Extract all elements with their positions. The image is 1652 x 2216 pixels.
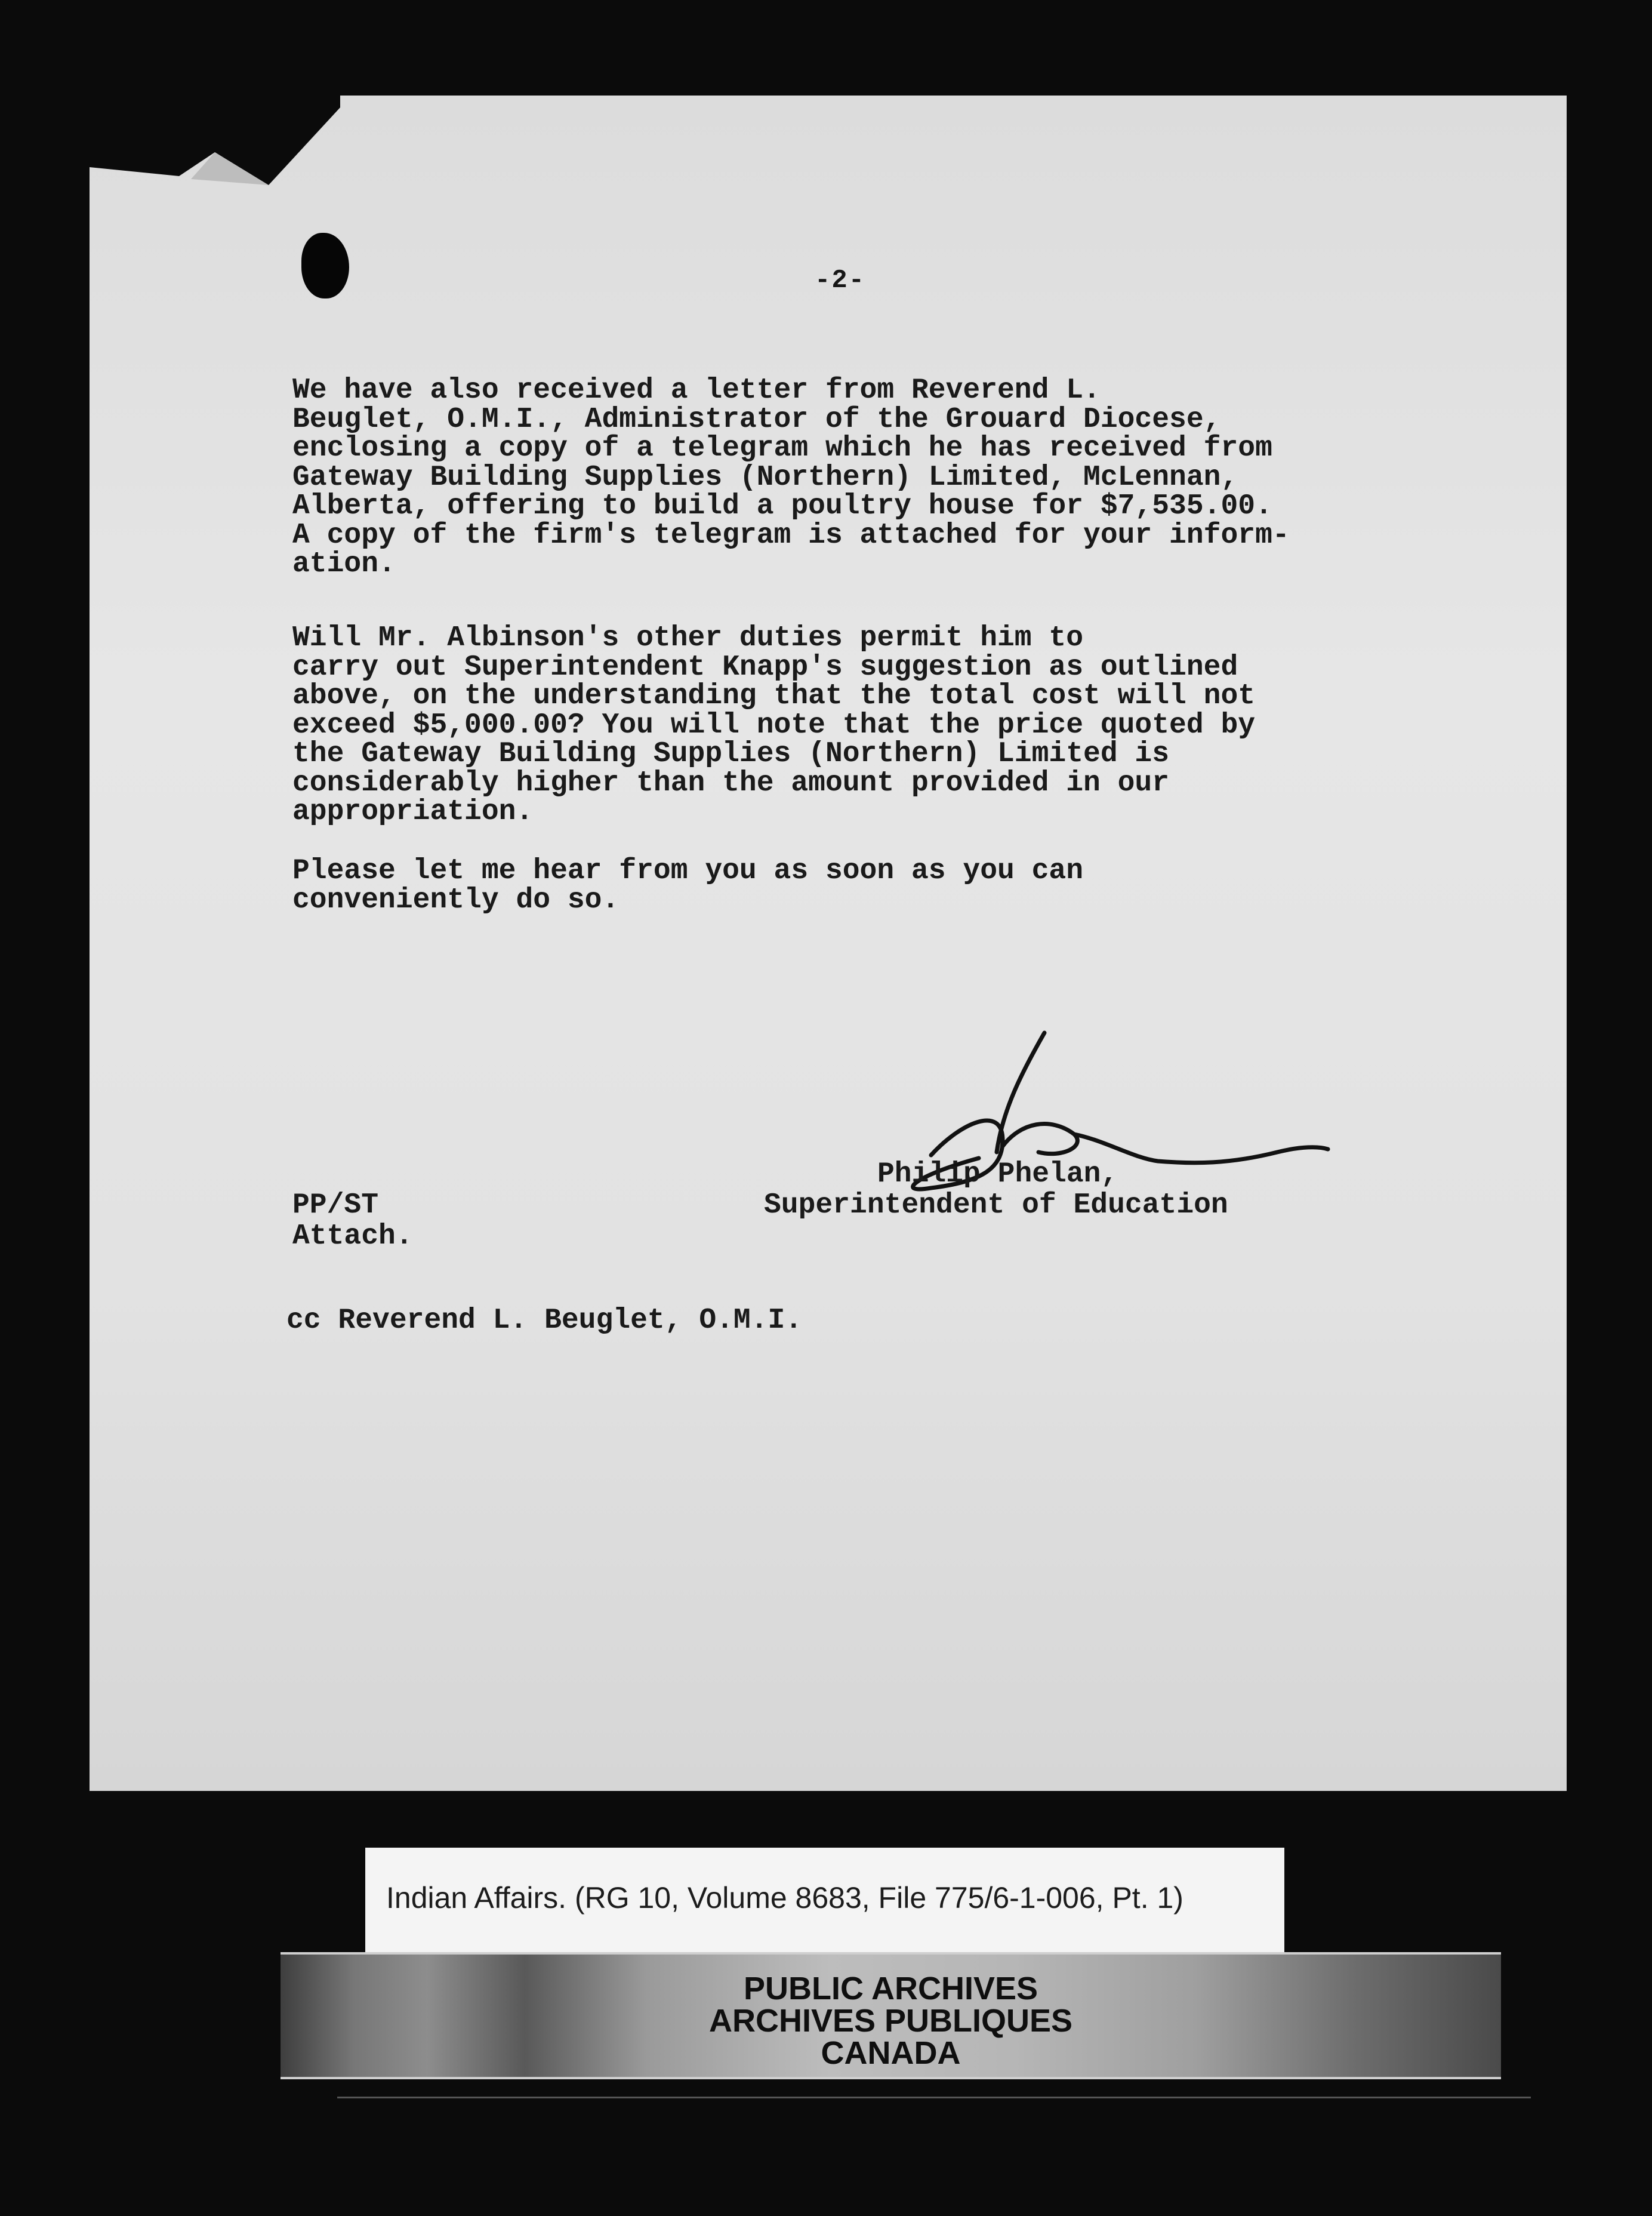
signer-title: Superintendent of Education [764, 1189, 1228, 1221]
archive-citation: Indian Affairs. (RG 10, Volume 8683, File 775/6-1-006, Pt. 1) [386, 1881, 1183, 1915]
archive-citation-label [365, 1848, 1284, 1958]
reference-initials: PP/ST [292, 1189, 379, 1221]
punch-hole [301, 233, 349, 298]
torn-corner [90, 96, 340, 191]
stamp-line-3: CANADA [821, 2035, 961, 2071]
handwritten-signature [824, 1003, 1361, 1284]
archive-stamp [281, 1972, 1501, 2069]
attachment-note: Attach. [292, 1220, 413, 1252]
letter-paragraph-1: We have also received a letter from Reverend L. Beuglet, O.M.I., Administrator of the Grouard Diocese, enclosing a copy of a telegram which he has received from Gateway Building Supplies (Northern) Limited, McLennan, Alberta, offering to build a poultry house for $7,535.00. A copy of the firm's telegram is attached for your inform- ation. [292, 374, 1290, 580]
page-number: -2- [815, 266, 866, 296]
archive-stamp-band [281, 1952, 1501, 2079]
signer-name: Philip Phelan, [877, 1158, 1118, 1190]
letter-paragraph-2: Will Mr. Albinson's other duties permit him to carry out Superintendent Knapp's suggestion as outlined above, on the understanding that the total cost will not exceed $5,000.00? You will note that the price quoted by the Gateway Building Supplies (Northern) Limited is considerably higher than the amount provided in our appropriation. [292, 622, 1256, 828]
frame-line [337, 2097, 1531, 2098]
letter-paragraph-3: Please let me hear from you as soon as you can conveniently do so. [292, 855, 1084, 916]
stamp-line-2: ARCHIVES PUBLIQUES [708, 2003, 1073, 2039]
stamp-line-1: PUBLIC ARCHIVES [743, 1971, 1038, 2006]
carbon-copy-line: cc Reverend L. Beuglet, O.M.I. [286, 1304, 803, 1337]
letter-page [90, 96, 1567, 1791]
